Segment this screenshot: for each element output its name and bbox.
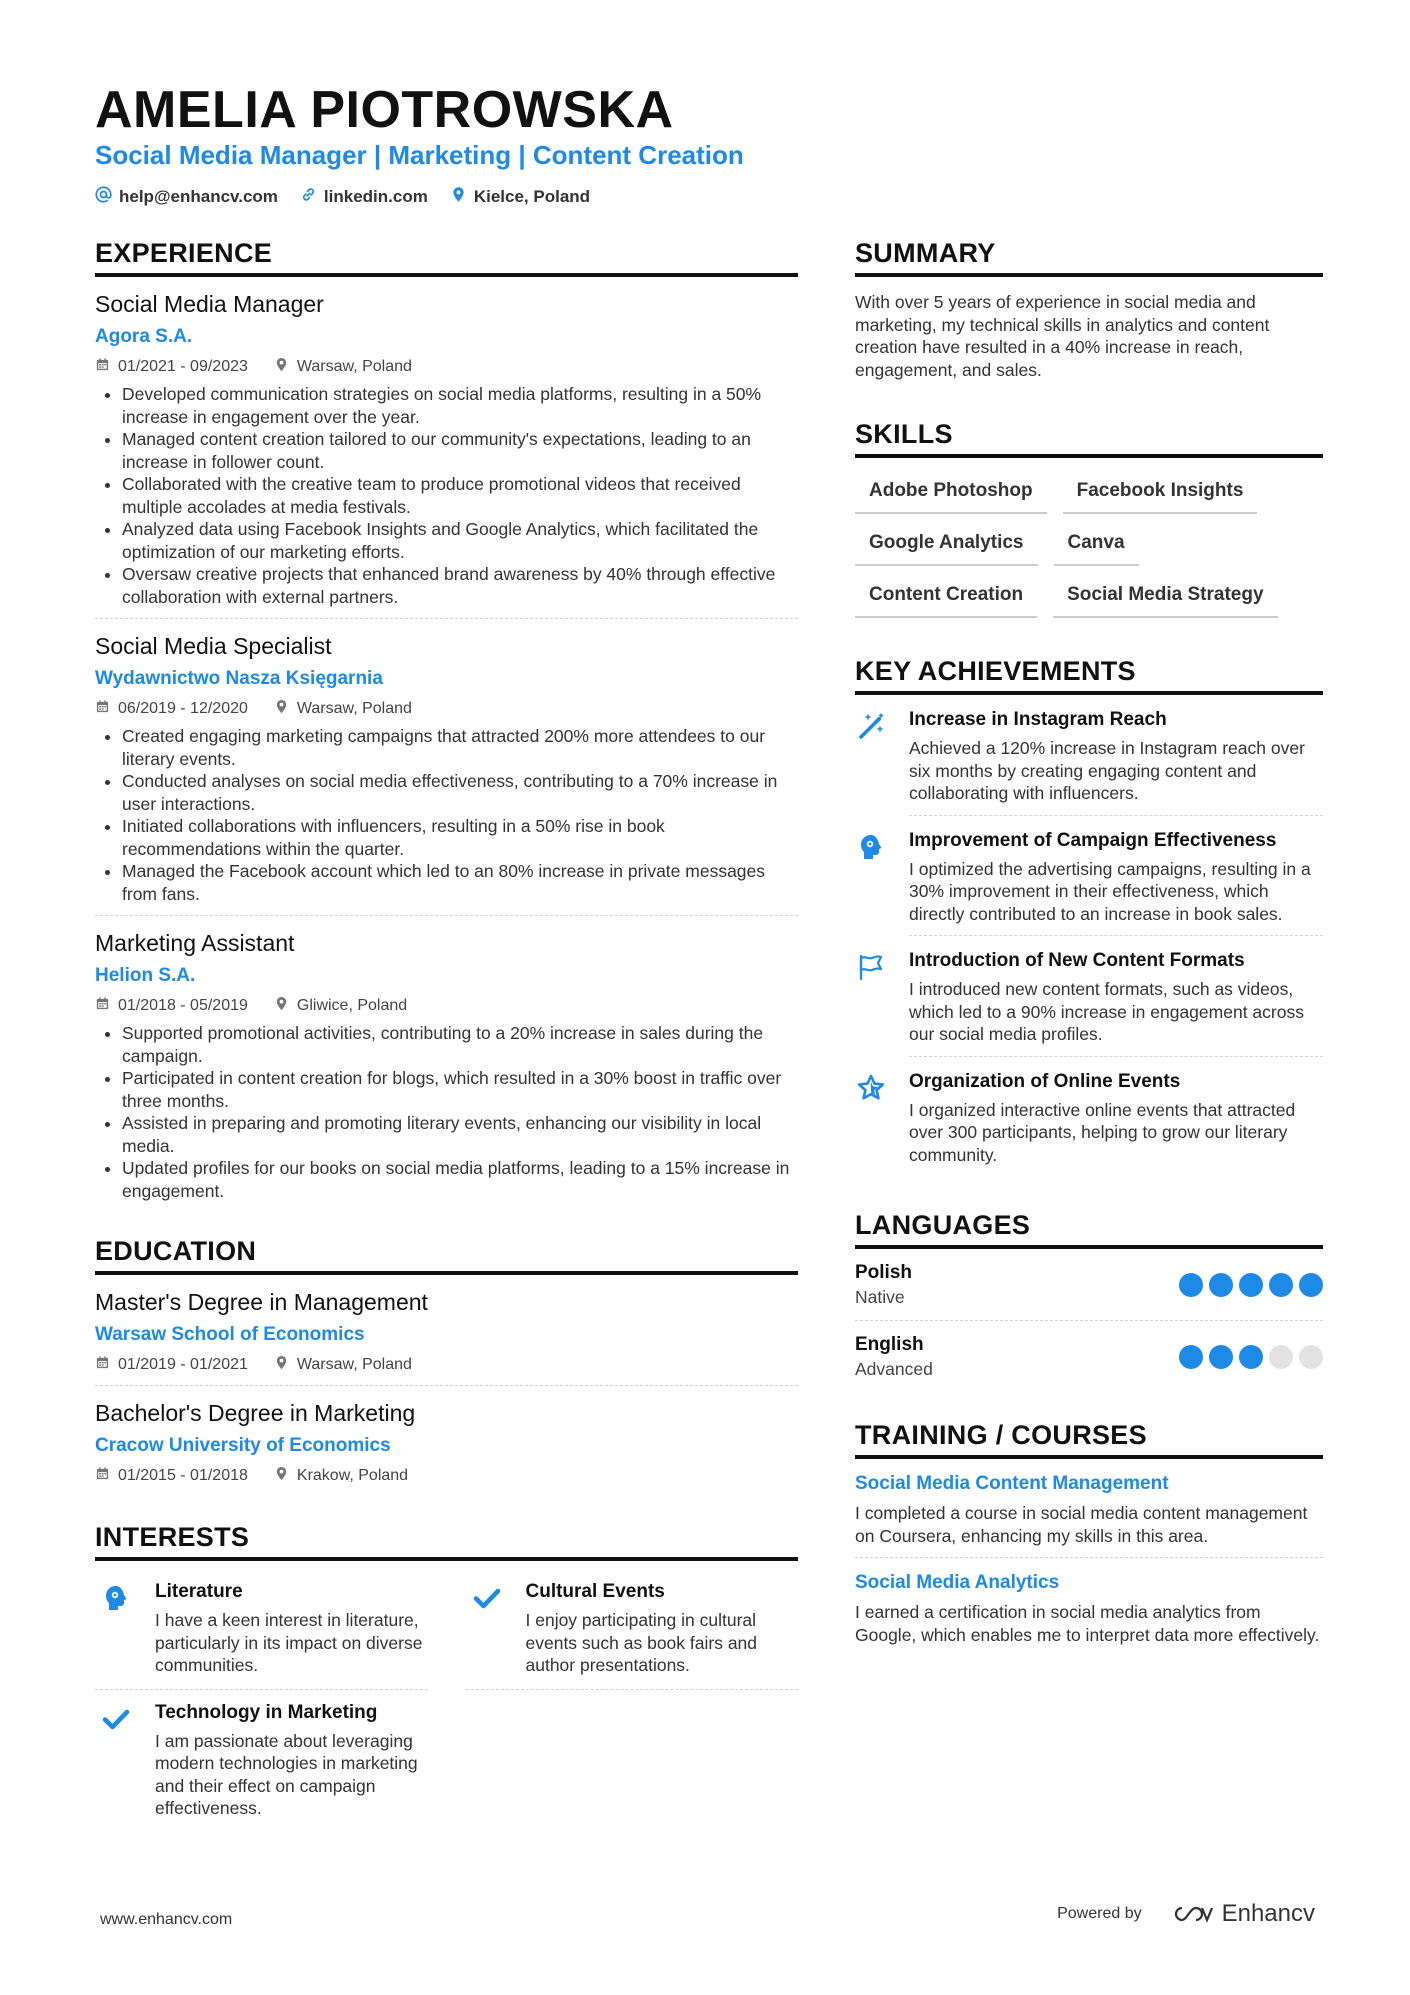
left-column — [95, 238, 798, 1832]
skill-tag: Adobe Photoshop — [855, 472, 1047, 514]
bullet-item: • Supported promotional activities, contributing to a 20% increase in sales during the campaign. — [122, 1022, 798, 1067]
contact-row — [95, 186, 590, 208]
bullet-list — [95, 383, 798, 608]
education-heading: EDUCATION — [95, 1236, 798, 1275]
bullet-list — [95, 1022, 798, 1202]
rating-dot-filled — [1209, 1345, 1233, 1369]
achievement-item — [855, 936, 1323, 1057]
interest-item — [95, 1569, 428, 1690]
dates — [95, 1355, 248, 1375]
skill-tag: Facebook Insights — [1063, 472, 1258, 514]
interest-title: Literature — [155, 1581, 243, 1602]
skills-heading: SKILLS — [855, 419, 1323, 458]
head-icon — [856, 832, 886, 937]
interest-body — [155, 1581, 428, 1677]
achievement-icon-wrap — [855, 830, 887, 937]
achievement-item — [855, 695, 1323, 816]
bullet-item: • Participated in content creation for blogs, which resulted in a 30% boost in traffic over three months. — [122, 1067, 798, 1112]
right-column — [855, 238, 1323, 1646]
location-text: Warsaw, Poland — [296, 1356, 412, 1373]
achievement-desc: I organized interactive online events that attracted over 300 participants, helping to grow our literary community. — [909, 1099, 1296, 1165]
dates-text: 01/2018 - 05/2019 — [118, 997, 248, 1014]
achievement-body — [909, 709, 1323, 816]
achievement-body — [909, 830, 1323, 937]
achievement-icon-wrap — [855, 1071, 887, 1177]
education-entry — [95, 1289, 798, 1386]
calendar-icon — [95, 357, 110, 377]
job-title: Social Media Manager — [95, 291, 324, 317]
location-text: Warsaw, Poland — [296, 700, 412, 717]
dates — [95, 996, 248, 1016]
bullet-item: • Created engaging marketing campaigns that attracted 200% more attendees to our literary events. — [122, 725, 798, 770]
rating-dot-filled — [1239, 1345, 1263, 1369]
location-pin-icon — [450, 186, 467, 208]
magic-wand-icon — [856, 711, 886, 816]
summary-text: With over 5 years of experience in social media and marketing, my technical skills in analytics and content creation have resulted in a 40% increase in reach, engagement, and sales. — [855, 292, 1270, 380]
calendar-icon — [95, 1355, 110, 1375]
location-text: Kielce, Poland — [473, 187, 591, 206]
location-pin-icon — [274, 699, 289, 719]
interest-desc: I have a keen interest in literature, particularly in its impact on diverse communities. — [155, 1610, 423, 1675]
divider — [95, 618, 798, 619]
school-name: Warsaw School of Economics — [95, 1324, 365, 1345]
interest-body — [526, 1581, 799, 1677]
company-name: Helion S.A. — [95, 965, 196, 986]
location-pin-icon — [274, 996, 289, 1016]
calendar-icon — [95, 1466, 110, 1486]
at-icon — [95, 186, 112, 208]
location — [274, 699, 412, 719]
dates-text: 01/2021 - 09/2023 — [118, 358, 248, 375]
bullet-item: • Initiated collaborations with influencers, resulting in a 50% rise in book recommendations within the quarter. — [122, 815, 798, 860]
bullet-item: • Updated profiles for our books on social media platforms, leading to a 15% increase in engagement. — [122, 1157, 798, 1202]
enhancv-logo-text: Enhancv — [1221, 1900, 1315, 1927]
bullet-item: • Collaborated with the creative team to produce promotional videos that received multiple accolades at media festivals. — [122, 473, 798, 518]
dates — [95, 1466, 248, 1486]
languages-list — [855, 1249, 1323, 1392]
bullet-item: • Oversaw creative projects that enhanced brand awareness by 40% through effective collaboration with external partners. — [122, 563, 798, 608]
head-icon — [101, 1583, 131, 1677]
calendar-icon — [95, 699, 110, 719]
language-item — [855, 1321, 1323, 1392]
flag-icon — [856, 952, 886, 1057]
footer-url[interactable]: www.enhancv.com — [100, 1911, 233, 1928]
achievement-body — [909, 950, 1323, 1057]
language-level: Native — [855, 1287, 905, 1307]
company-name: Wydawnictwo Nasza Księgarnia — [95, 668, 383, 689]
interest-icon-wrap — [95, 1581, 137, 1677]
location — [274, 1355, 412, 1375]
interests-list — [95, 1569, 798, 1832]
school-name: Cracow University of Economics — [95, 1435, 391, 1456]
dates-text: 01/2019 - 01/2021 — [118, 1356, 248, 1373]
experience-entry — [95, 930, 798, 1202]
candidate-name: AMELIA PIOTROWSKA — [95, 81, 674, 139]
linkedin-text: linkedin.com — [323, 187, 428, 206]
dates-text: 01/2015 - 01/2018 — [118, 1467, 248, 1484]
check-icon — [101, 1704, 131, 1820]
rating-dot-filled — [1239, 1273, 1263, 1297]
divider — [855, 1557, 1323, 1558]
footer-brand — [1057, 1900, 1315, 1928]
dates — [95, 357, 248, 377]
location — [274, 1466, 408, 1486]
language-info — [855, 1334, 933, 1380]
bullet-item: • Assisted in preparing and promoting literary events, enhancing our visibility in local media. — [122, 1112, 798, 1157]
achievement-desc: I introduced new content formats, such as videos, which led to a 90% increase in engagement across our social media profiles. — [909, 979, 1304, 1044]
rating-dot-filled — [1209, 1273, 1233, 1297]
skill-tag: Google Analytics — [855, 524, 1038, 566]
contact-linkedin[interactable] — [300, 186, 428, 208]
bullet-item: • Conducted analyses on social media effectiveness, contributing to a 70% increase in user interactions. — [122, 770, 798, 815]
achievement-title: Organization of Online Events — [909, 1070, 1181, 1092]
meta-row — [95, 699, 798, 719]
location-text: Krakow, Poland — [296, 1467, 409, 1484]
check-icon — [472, 1583, 502, 1677]
contact-email[interactable] — [95, 186, 278, 208]
course-item — [855, 1572, 1323, 1646]
location-text: Gliwice, Poland — [296, 997, 408, 1014]
enhancv-logo-icon — [1168, 1902, 1214, 1926]
experience-entry — [95, 291, 798, 619]
language-info — [855, 1262, 912, 1308]
language-rating — [1179, 1273, 1323, 1297]
experience-list — [95, 291, 798, 1202]
divider — [95, 1385, 798, 1386]
skill-tag: Content Creation — [855, 576, 1037, 618]
bullet-item: • Managed content creation tailored to our community's expectations, leading to an increase in follower count. — [122, 428, 798, 473]
skill-tag: Social Media Strategy — [1053, 576, 1277, 618]
rating-dot-filled — [1269, 1273, 1293, 1297]
training-heading: TRAINING / COURSES — [855, 1420, 1323, 1459]
interest-icon-wrap — [95, 1702, 137, 1820]
achievement-title: Improvement of Campaign Effectiveness — [909, 829, 1277, 851]
bullet-item: • Analyzed data using Facebook Insights and Google Analytics, which facilitated the optimization of our marketing efforts. — [122, 518, 798, 563]
course-item — [855, 1473, 1323, 1558]
location-pin-icon — [274, 1355, 289, 1375]
achievements-list — [855, 695, 1323, 1176]
achievement-item — [855, 816, 1323, 937]
course-title: Social Media Analytics — [855, 1572, 1060, 1593]
enhancv-logo[interactable] — [1168, 1900, 1315, 1928]
location-text: Warsaw, Poland — [296, 358, 412, 375]
candidate-title: Social Media Manager | Marketing | Content Creation — [95, 140, 744, 170]
rating-dot-filled — [1179, 1345, 1203, 1369]
achievements-heading: KEY ACHIEVEMENTS — [855, 656, 1323, 695]
language-level: Advanced — [855, 1359, 933, 1379]
language-item — [855, 1249, 1323, 1321]
skills-list — [855, 472, 1323, 618]
skill-tag: Canva — [1054, 524, 1139, 566]
achievement-title: Introduction of New Content Formats — [909, 950, 1245, 971]
rating-dot-filled — [1299, 1273, 1323, 1297]
divider — [95, 915, 798, 916]
rating-dot-empty — [1269, 1345, 1293, 1369]
achievement-body — [909, 1071, 1323, 1177]
location — [274, 996, 407, 1016]
education-list — [95, 1289, 798, 1486]
summary-heading: SUMMARY — [855, 238, 1323, 277]
interest-icon-wrap — [466, 1581, 508, 1677]
interest-item — [95, 1690, 428, 1832]
rating-dot-filled — [1179, 1273, 1203, 1297]
achievement-item — [855, 1057, 1323, 1177]
job-title: Marketing Assistant — [95, 930, 295, 956]
calendar-icon — [95, 996, 110, 1016]
meta-row — [95, 357, 798, 377]
experience-entry — [95, 633, 798, 916]
education-entry — [95, 1400, 798, 1486]
interests-heading: INTERESTS — [95, 1522, 798, 1561]
degree-title: Bachelor's Degree in Marketing — [95, 1400, 416, 1426]
company-name: Agora S.A. — [95, 326, 193, 347]
bullet-item: • Managed the Facebook account which led to an 80% increase in private messages from fans. — [122, 860, 798, 905]
dates-text: 06/2019 - 12/2020 — [118, 700, 248, 717]
interest-title: Technology in Marketing — [155, 1701, 378, 1723]
meta-row — [95, 1355, 798, 1375]
interest-desc: I enjoy participating in cultural events such as book fairs and author presentations. — [525, 1610, 758, 1675]
interest-item — [466, 1569, 799, 1690]
location-pin-icon — [274, 357, 289, 377]
language-rating — [1179, 1345, 1323, 1369]
job-title: Social Media Specialist — [95, 633, 332, 659]
achievement-desc: I optimized the advertising campaigns, resulting in a 30% improvement in their effectiveness, which directly contributed to an increase in book sales. — [909, 858, 1311, 924]
course-title: Social Media Content Management — [855, 1473, 1169, 1494]
bullet-list — [95, 725, 798, 905]
language-name: Polish — [855, 1262, 913, 1283]
dates — [95, 699, 248, 719]
achievement-icon-wrap — [855, 950, 887, 1057]
star-icon — [856, 1073, 886, 1177]
location — [274, 357, 412, 377]
achievement-desc: Achieved a 120% increase in Instagram reach over six months by creating engaging content and collaborating with influencers. — [909, 738, 1305, 803]
course-desc: I earned a certification in social media analytics from Google, which enables me to interpret data more effectively. — [855, 1602, 1320, 1645]
email-text: help@enhancv.com — [119, 187, 278, 206]
course-desc: I completed a course in social media content management on Coursera, enhancing my skills in this area. — [855, 1503, 1308, 1546]
languages-heading: LANGUAGES — [855, 1210, 1323, 1249]
interest-title: Cultural Events — [525, 1581, 665, 1602]
location-pin-icon — [274, 1466, 289, 1486]
powered-by-text: Powered by — [1057, 1905, 1142, 1922]
link-icon — [300, 186, 317, 208]
achievement-icon-wrap — [855, 709, 887, 816]
interest-desc: I am passionate about leveraging modern technologies in marketing and their effect on campaign effectiveness. — [155, 1730, 418, 1818]
meta-row — [95, 996, 798, 1016]
rating-dot-empty — [1299, 1345, 1323, 1369]
contact-location — [450, 186, 590, 208]
interest-body — [155, 1702, 428, 1820]
achievement-title: Increase in Instagram Reach — [909, 709, 1167, 730]
training-list — [855, 1473, 1323, 1646]
experience-heading: EXPERIENCE — [95, 238, 798, 277]
degree-title: Master's Degree in Management — [95, 1289, 428, 1315]
meta-row — [95, 1466, 798, 1486]
bullet-item: • Developed communication strategies on social media platforms, resulting in a 50% increase in engagement over the year. — [122, 383, 798, 428]
language-name: English — [855, 1334, 924, 1355]
